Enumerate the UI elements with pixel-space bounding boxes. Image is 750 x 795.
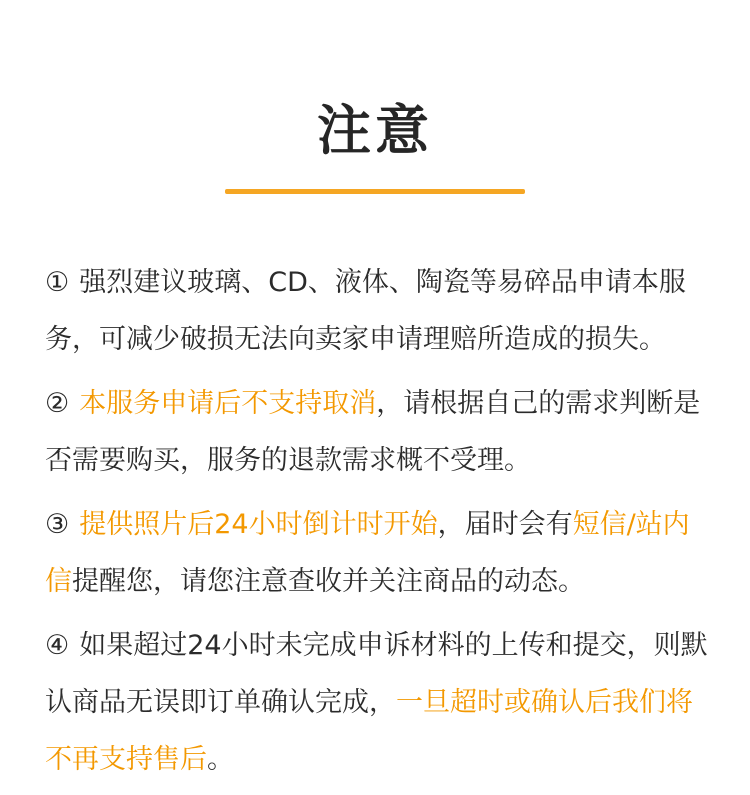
item-number: ④ bbox=[45, 630, 70, 661]
item-text: ，届时会有 bbox=[437, 509, 573, 540]
notice-item-3 bbox=[45, 496, 710, 610]
highlighted-text: 提供照片后24小时倒计时开始 bbox=[79, 509, 438, 540]
item-text: 如果超过24小时未完成申诉材料的上传和提交，则默认商品无误即订单确认完成， bbox=[45, 630, 708, 718]
item-number: ③ bbox=[45, 509, 70, 540]
page-title: 注意 bbox=[317, 99, 433, 162]
item-text: 强烈建议玻璃、CD、液体、陶瓷等易碎品申请本服务，可减少破损无法向卖家申请理赔所造成的损失。 bbox=[45, 267, 686, 355]
item-number: ① bbox=[45, 267, 70, 298]
notice-item-1 bbox=[45, 254, 710, 368]
highlighted-text: 本服务申请后不支持取消 bbox=[79, 388, 377, 419]
highlighted-text: 一旦超时或确认后我们将不再支持售后 bbox=[45, 687, 693, 775]
item-text: 提醒您，请您注意查收并关注商品的动态。 bbox=[72, 566, 585, 597]
item-text: 。 bbox=[207, 744, 234, 775]
notice-list bbox=[45, 254, 710, 795]
item-text: ，请根据自己的需求判断是否需要购买，服务的退款需求概不受理。 bbox=[45, 388, 701, 476]
item-number: ② bbox=[45, 388, 70, 419]
notice-item-4 bbox=[45, 617, 710, 788]
notice-item-2 bbox=[45, 375, 710, 489]
highlighted-text: 短信/站内信 bbox=[45, 509, 690, 597]
title-underline bbox=[225, 189, 525, 194]
